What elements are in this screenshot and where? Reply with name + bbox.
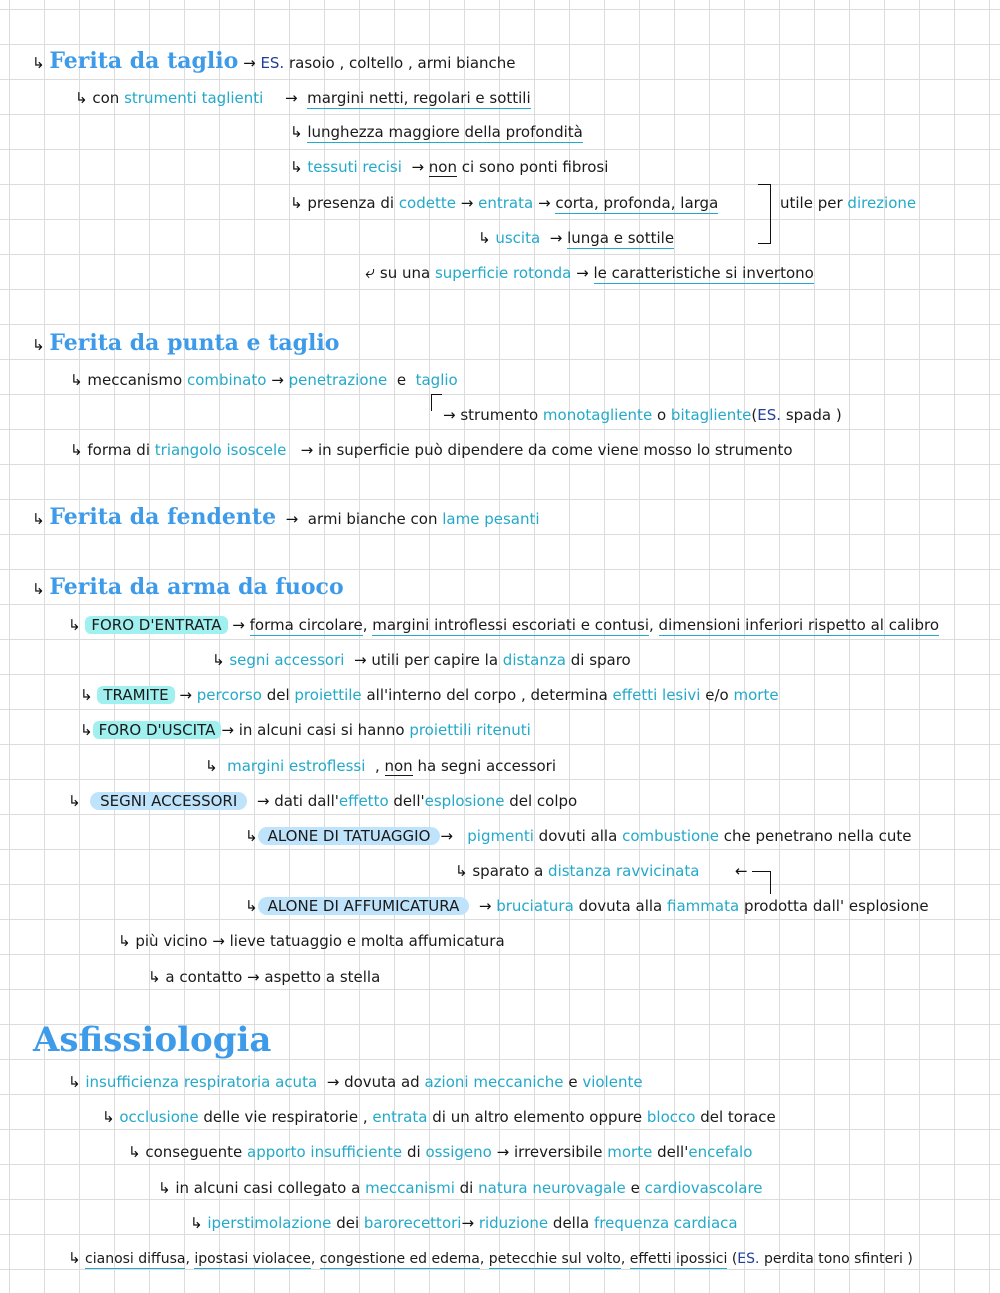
note-text: sparato a [472, 862, 544, 880]
underlined-text: ipostasi violacee [194, 1251, 311, 1267]
highlight-label: TRAMITE [97, 686, 174, 704]
right-arrow-icon: → [256, 792, 270, 810]
underlined-text: non [428, 158, 457, 176]
line-ferita-punta [32, 330, 339, 356]
right-arrow-icon: → [576, 264, 589, 282]
note-text: del colpo [509, 792, 578, 810]
highlight-label: ALONE DI AFFUMICATURA [258, 897, 470, 915]
note-text: perdita tono sfinteri ) [763, 1251, 913, 1267]
note-text: spada ) [785, 406, 842, 424]
hook-arrow-icon: ↳ [70, 441, 83, 459]
right-arrow-icon: → [212, 932, 225, 950]
keyword-text: effetti lesivi [612, 686, 701, 704]
line-ferita-fendente [32, 504, 540, 530]
line-strumento [443, 405, 842, 425]
connector-line-icon [752, 871, 771, 894]
heading-ferita-punta: Ferita da punta e taglio [49, 330, 340, 356]
keyword-text: insufficienza respiratoria acuta [85, 1073, 318, 1091]
note-text: di un altro elemento oppure [432, 1108, 643, 1126]
hook-arrow-icon: ↳ [68, 1249, 81, 1267]
hook-arrow-icon: ↳ [68, 1073, 81, 1091]
note-text: dei [336, 1214, 360, 1232]
line-margini-estroflessi [205, 756, 556, 776]
keyword-text: ossigeno [425, 1143, 492, 1161]
keyword-text: entrata [372, 1108, 428, 1126]
hook-arrow-icon: ↳ [68, 616, 81, 634]
hook-arrow-icon: ↳ [80, 721, 93, 739]
note-text: aspetto a stella [264, 968, 381, 986]
line-piu-vicino [118, 931, 505, 951]
keyword-text: riduzione [478, 1214, 549, 1232]
right-arrow-icon: → [549, 229, 563, 247]
note-text: strumento [460, 406, 539, 424]
line-utile-direzione [780, 193, 916, 213]
underlined-text: le caratteristiche si invertono [593, 264, 814, 282]
right-arrow-icon: → [461, 1214, 475, 1232]
note-text: lieve tatuaggio e molta affumicatura [229, 932, 505, 950]
line-strumenti [75, 88, 263, 108]
line-meccanismo [70, 370, 458, 390]
keyword-text: distanza [502, 651, 566, 669]
hook-arrow-icon: ↳ [32, 54, 45, 72]
hook-arrow-icon: ↳ [245, 827, 258, 845]
line-cianosi: ↳ cianosi diffusa, ipostasi violacee, congestione ed edema, petecchie sul volto, effetti ipossici (ES. perdita tono sfinteri ) [68, 1249, 913, 1267]
highlight-label: SEGNI ACCESSORI [90, 792, 247, 810]
right-arrow-icon: → [221, 721, 234, 739]
keyword-text: pigmenti [467, 827, 534, 845]
highlight-label: FORO D'ENTRATA [85, 616, 227, 634]
right-arrow-icon: → [285, 510, 299, 528]
line-alone-tatuaggio [245, 826, 912, 846]
note-text: a contatto [165, 968, 243, 986]
keyword-text: esplosione [424, 792, 505, 810]
note-text: irreversibile [514, 1143, 603, 1161]
hook-arrow-icon: ↳ [80, 686, 93, 704]
line-foro-entrata: ↳ FORO D'ENTRATA → forma circolare, margini introflessi escoriati e contusi, dimensioni inferiori rispetto al calibro [68, 616, 940, 634]
right-arrow-icon: → [243, 54, 256, 72]
note-text: dell' [393, 792, 425, 810]
note-text: dovuta alla [578, 897, 663, 915]
hook-arrow-icon: ↳ [158, 1179, 171, 1197]
es-label: ES. [757, 406, 782, 424]
underlined-text: petecchie sul volto [488, 1251, 621, 1267]
note-text: prodotta dall' esplosione [743, 897, 929, 915]
line-asfissiologia [33, 1020, 271, 1060]
heading-ferita-fendente: Ferita da fendente [49, 504, 277, 530]
es-label: ES. [260, 54, 285, 72]
es-label: ES. [737, 1251, 760, 1267]
underlined-text: margini introflessi escoriati e contusi [372, 616, 649, 634]
keyword-text: frequenza cardiaca [593, 1214, 738, 1232]
keyword-text: combustione [622, 827, 719, 845]
keyword-text: violente [582, 1073, 643, 1091]
keyword-text: combinato [186, 371, 267, 389]
note-text: più vicino [135, 932, 208, 950]
right-arrow-icon: → [440, 827, 453, 845]
right-arrow-icon: → [460, 194, 474, 212]
underlined-text: non [384, 757, 413, 775]
underlined-text: lunga e sottile [567, 229, 675, 247]
line-tramite [80, 685, 779, 705]
note-text: del [266, 686, 290, 704]
note-text: forma di [87, 441, 150, 459]
keyword-text: segni accessori [229, 651, 345, 669]
line-conseguente [128, 1142, 752, 1162]
right-arrow-icon: → [247, 968, 260, 986]
hook-arrow-icon: ↳ [118, 932, 131, 950]
underlined-text: congestione ed edema [319, 1251, 480, 1267]
keyword-text: iperstimolazione [207, 1214, 332, 1232]
right-arrow-icon: → [271, 371, 284, 389]
hook-arrow-icon: ↳ [205, 757, 218, 775]
highlight-label: ALONE DI TATUAGGIO [258, 827, 441, 845]
keyword-text: bitagliente [670, 406, 752, 424]
line-segni-accessori-entrata [212, 650, 631, 670]
keyword-text: entrata [478, 194, 534, 212]
note-text: dati dall' [274, 792, 339, 810]
keyword-text: strumenti taglienti [124, 89, 264, 107]
right-arrow-icon: → [179, 686, 192, 704]
note-text: rasoio , coltello , armi bianche [289, 54, 516, 72]
heading-asfissiologia: Asfissiologia [33, 1020, 272, 1060]
note-text: su una [379, 264, 431, 282]
note-text: ( [751, 406, 758, 424]
right-arrow-icon: → [411, 158, 425, 176]
note-text: presenza di [307, 194, 395, 212]
line-codette [290, 193, 718, 213]
note-text: utili per capire la [371, 651, 499, 669]
hook-arrow-icon: ↳ [290, 158, 303, 176]
keyword-text: occlusione [119, 1108, 199, 1126]
keyword-text: margini estroflessi [227, 757, 366, 775]
note-text: in superficie può dipendere da come viene mosso lo strumento [318, 441, 793, 459]
keyword-text: barorecettori [363, 1214, 462, 1232]
hook-arrow-icon [431, 394, 442, 411]
right-arrow-icon: → [326, 1073, 340, 1091]
keyword-text: triangolo isoscele [154, 441, 287, 459]
keyword-text: lame pesanti [442, 510, 540, 528]
hook-arrow-icon: ↳ [245, 897, 258, 915]
note-text: ( [731, 1251, 738, 1267]
keyword-text: meccanismi [365, 1179, 455, 1197]
note-text: ha segni accessori [417, 757, 557, 775]
hook-arrow-icon: ↳ [68, 792, 81, 810]
keyword-text: taglio [415, 371, 458, 389]
hook-arrow-icon: ↳ [290, 194, 303, 212]
line-sparato [455, 861, 699, 881]
hook-arrow-icon: ↳ [212, 651, 225, 669]
keyword-text: morte [733, 686, 779, 704]
note-text: di sparo [570, 651, 631, 669]
line-foro-uscita [80, 720, 531, 740]
heading-ferita-fuoco: Ferita da arma da fuoco [49, 574, 344, 600]
hook-arrow-icon: ↳ [75, 89, 88, 107]
hook-arrow-icon: ↳ [128, 1143, 141, 1161]
note-text: con [92, 89, 120, 107]
keyword-text: fiammata [667, 897, 740, 915]
note-text: in alcuni casi collegato a [175, 1179, 361, 1197]
highlight-label: FORO D'USCITA [93, 721, 222, 739]
note-text: meccanismo [87, 371, 183, 389]
underlined-text: margini netti, regolari e sottili [307, 89, 531, 107]
note-text: armi bianche con [307, 510, 438, 528]
right-arrow-icon: → [353, 651, 367, 669]
note-text: delle vie respiratorie , [203, 1108, 368, 1126]
keyword-text: natura neurovagale [478, 1179, 626, 1197]
note-text: in alcuni casi si hanno [238, 721, 405, 739]
heading-ferita-taglio: Ferita da taglio [49, 48, 239, 74]
note-text: dovuta ad [344, 1073, 420, 1091]
keyword-text: proiettile [294, 686, 362, 704]
line-lunghezza [290, 122, 583, 142]
line-ferita-fuoco [32, 574, 344, 600]
note-text: e [630, 1179, 640, 1197]
right-arrow-icon: → [232, 616, 245, 634]
note-text: della [552, 1214, 590, 1232]
line-iperstimolazione [190, 1213, 738, 1233]
line-tessuti [290, 157, 608, 177]
note-text: utile per [780, 194, 843, 212]
note-text: conseguente [145, 1143, 243, 1161]
note-text: all'interno del corpo , determina [366, 686, 608, 704]
note-text: e [396, 371, 407, 389]
underlined-text: forma circolare [249, 616, 363, 634]
note-text: che penetrano nella cute [723, 827, 912, 845]
underlined-text: dimensioni inferiori rispetto al calibro [658, 616, 940, 634]
hook-arrow-icon: ↳ [478, 229, 491, 247]
hook-arrow-icon: ↳ [32, 510, 45, 528]
note-text: , [374, 757, 380, 775]
hook-arrow-icon: ↳ [102, 1108, 115, 1126]
keyword-text: uscita [495, 229, 541, 247]
curved-arrow-icon: ⤶ [365, 262, 376, 283]
keyword-text: penetrazione [288, 371, 388, 389]
right-arrow-icon: → [537, 194, 551, 212]
underlined-text: effetti ipossici [629, 1251, 728, 1267]
note-text: ci sono ponti fibrosi [461, 158, 609, 176]
keyword-text: superficie rotonda [434, 264, 572, 282]
keyword-text: encefalo [688, 1143, 753, 1161]
line-contatto [148, 967, 380, 987]
bracket-icon [758, 184, 771, 244]
keyword-text: effetto [338, 792, 389, 810]
keyword-text: bruciatura [496, 897, 574, 915]
right-arrow-icon: → [478, 897, 492, 915]
hook-arrow-icon: ↳ [70, 371, 83, 389]
keyword-text: apporto insufficiente [247, 1143, 403, 1161]
keyword-text: morte [607, 1143, 653, 1161]
line-segni-accessori [68, 791, 577, 811]
note-text: del torace [700, 1108, 776, 1126]
note-text: dovuti alla [538, 827, 618, 845]
hook-arrow-icon: ↳ [290, 123, 303, 141]
keyword-text: blocco [646, 1108, 696, 1126]
hook-arrow-icon: ↳ [32, 580, 45, 598]
keyword-text: tessuti recisi [307, 158, 402, 176]
keyword-text: azioni meccaniche [424, 1073, 564, 1091]
line-meccanismi [158, 1178, 763, 1198]
note-text: e/o [705, 686, 729, 704]
right-arrow-icon: → [285, 89, 298, 107]
line-forma [70, 440, 793, 460]
left-arrow-icon: ← [735, 862, 748, 880]
hook-arrow-icon: ↳ [32, 336, 45, 354]
keyword-text: percorso [196, 686, 262, 704]
underlined-text: lunghezza maggiore della profondità [307, 123, 583, 141]
keyword-text: distanza ravvicinata [548, 862, 700, 880]
note-text: dell' [657, 1143, 689, 1161]
hook-arrow-icon: ↳ [190, 1214, 203, 1232]
keyword-text: monotagliente [542, 406, 653, 424]
right-arrow-icon: → [300, 441, 314, 459]
note-text: e [568, 1073, 578, 1091]
note-text: di [459, 1179, 474, 1197]
keyword-text: codette [398, 194, 456, 212]
line-superficie-rotonda [365, 263, 814, 283]
line-alone-affumicatura [245, 896, 929, 916]
note-text: di [406, 1143, 421, 1161]
keyword-text: direzione [847, 194, 917, 212]
line-occlusione [102, 1107, 776, 1127]
keyword-text: proiettili ritenuti [409, 721, 531, 739]
line-insufficienza [68, 1072, 643, 1092]
line-uscita [478, 228, 674, 248]
hook-arrow-icon: ↳ [455, 862, 468, 880]
underlined-text: cianosi diffusa [85, 1251, 186, 1267]
line-ferita-taglio [32, 48, 516, 74]
line-margini [285, 88, 531, 108]
underlined-text: corta, profonda, larga [555, 194, 719, 212]
right-arrow-icon: → [443, 406, 456, 424]
note-text: o [656, 406, 667, 424]
right-arrow-icon: → [496, 1143, 510, 1161]
hook-arrow-icon: ↳ [148, 968, 161, 986]
keyword-text: cardiovascolare [644, 1179, 763, 1197]
